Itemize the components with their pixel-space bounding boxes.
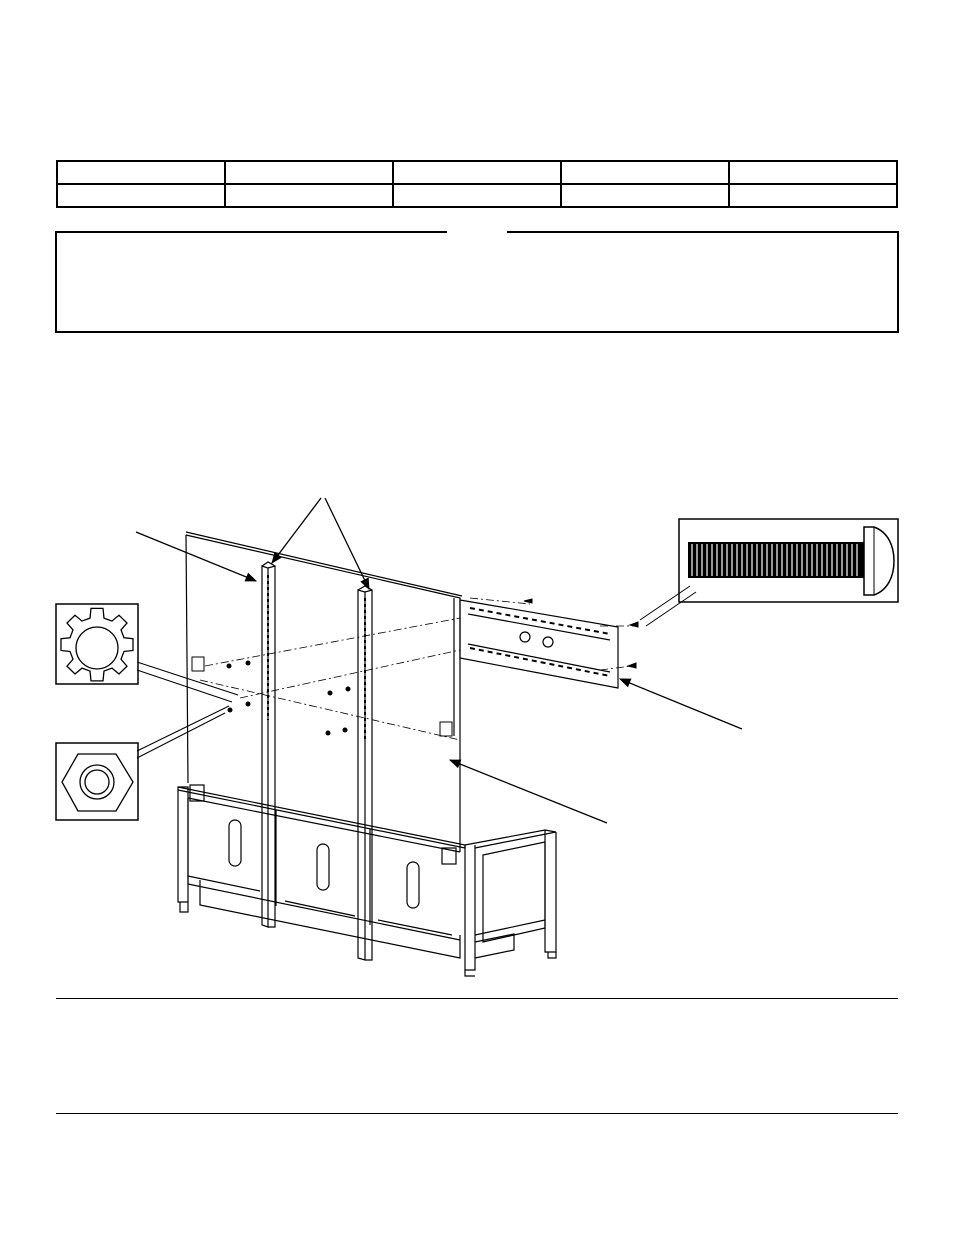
assembly-figure [0, 480, 954, 990]
parts-table [56, 160, 898, 208]
parts-table-cell [225, 184, 393, 207]
parts-table-row [57, 184, 897, 207]
lock-washer-icon [56, 604, 238, 702]
cabinet-base [178, 785, 556, 976]
note-title-gap [447, 230, 507, 234]
note-box [55, 231, 899, 333]
parts-table-cell [57, 161, 225, 184]
divider-top [56, 998, 898, 999]
leader-arrows [136, 498, 742, 823]
parts-table-cell [729, 161, 897, 184]
parts-table-cell [561, 161, 729, 184]
parts-table-cell [393, 161, 561, 184]
mounting-bracket [460, 600, 618, 688]
parts-table-cell [393, 184, 561, 207]
divider-bottom [56, 1113, 898, 1114]
parts-table-cell [561, 184, 729, 207]
hex-nut-icon [56, 706, 229, 820]
parts-table-cell [57, 184, 225, 207]
parts-table-cell [225, 161, 393, 184]
parts-table-header-row [57, 161, 897, 184]
parts-table-cell [729, 184, 897, 207]
left-upright [262, 562, 275, 927]
screw-closeup-icon [640, 519, 898, 626]
